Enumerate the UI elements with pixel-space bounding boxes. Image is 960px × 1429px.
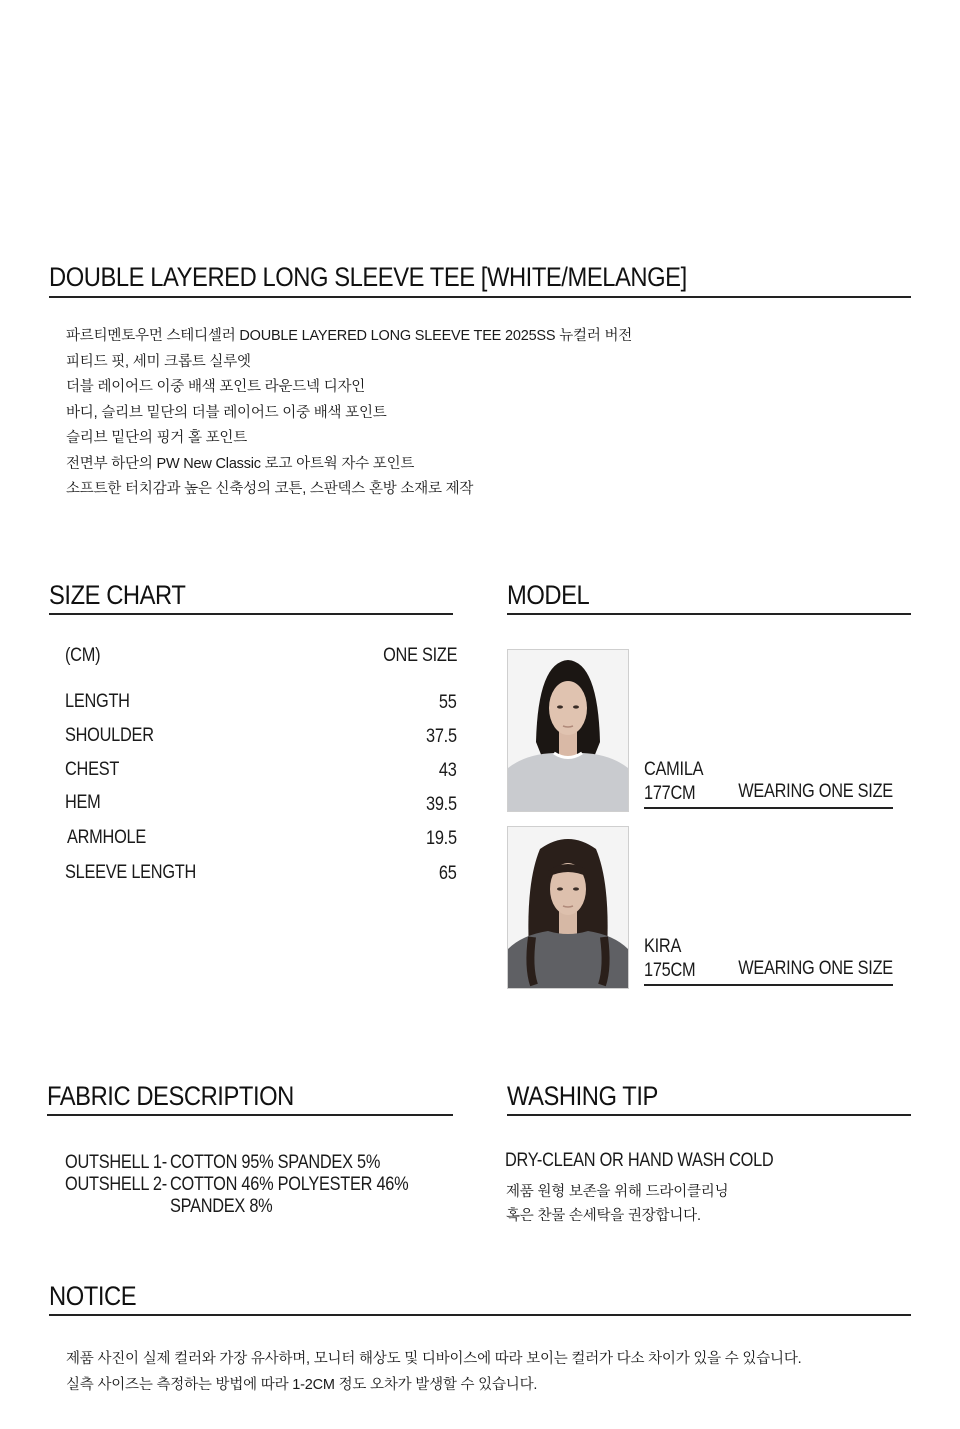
description-line: 파르티멘토우먼 스테디셀러 DOUBLE LAYERED LONG SLEEVE TEE 2025SS 뉴컬러 버전 — [66, 328, 633, 344]
model-photo-camila — [507, 649, 629, 812]
washing-heading: WASHING TIP — [507, 1081, 658, 1111]
notice-line: 제품 사진이 실제 컬러와 가장 유사하며, 모니터 해상도 및 디바이스에 따라 보이는 컬러가 다소 차이가 있을 수 있습니다. — [66, 1351, 802, 1367]
model-divider-line — [644, 984, 893, 986]
model-name: KIRA — [644, 936, 682, 957]
top-shape — [508, 931, 628, 988]
model-divider — [507, 613, 911, 615]
measure-value: 55 — [439, 692, 457, 713]
fabric-outshell-label: OUTSHELL 2- — [65, 1174, 167, 1195]
notice-heading: NOTICE — [49, 1281, 137, 1311]
table-row — [65, 862, 457, 896]
fabric-divider — [47, 1114, 453, 1116]
measure-value: 37.5 — [426, 726, 457, 747]
model-divider-line — [644, 807, 893, 809]
fabric-heading: FABRIC DESCRIPTION — [47, 1081, 294, 1111]
table-row — [65, 793, 457, 827]
fabric-line — [65, 1196, 485, 1218]
measure-value: 43 — [439, 760, 457, 781]
washing-instruction: DRY-CLEAN OR HAND WASH COLD — [505, 1150, 774, 1171]
unit-label: (CM) — [65, 645, 101, 666]
model-portrait-image — [508, 650, 628, 811]
model-wearing: WEARING ONE SIZE — [738, 781, 893, 802]
measure-value: 65 — [439, 863, 457, 884]
notice-divider — [49, 1314, 911, 1316]
model-height: 175CM — [644, 960, 696, 981]
description-line: 더블 레이어드 이중 배색 포인트 라운드넥 디자인 — [66, 379, 366, 395]
measure-label: SHOULDER — [65, 725, 154, 746]
size-chart-heading: SIZE CHART — [49, 580, 186, 610]
fabric-line — [65, 1174, 485, 1196]
product-description — [66, 324, 632, 503]
measure-value: 19.5 — [426, 828, 457, 849]
measure-label: SLEEVE LENGTH — [65, 862, 197, 883]
description-line: 전면부 하단의 PW New Classic 로고 아트웍 자수 포인트 — [66, 455, 415, 472]
measure-label: HEM — [65, 792, 101, 813]
measure-label: ARMHOLE — [67, 827, 147, 848]
washing-divider — [507, 1114, 911, 1116]
washing-note: 제품 원형 보존을 위해 드라이클리닝 — [506, 1184, 729, 1200]
model-heading: MODEL — [507, 580, 590, 610]
table-row — [65, 827, 457, 862]
model-height: 177CM — [644, 783, 696, 804]
washing-note: 혹은 찬물 손세탁을 권장합니다. — [506, 1208, 701, 1224]
table-row — [65, 759, 457, 793]
top-shape — [508, 753, 628, 811]
model-portrait-image — [508, 827, 628, 988]
model-wearing: WEARING ONE SIZE — [738, 958, 893, 979]
size-chart-header-row — [65, 645, 457, 669]
model-name: CAMILA — [644, 759, 704, 780]
fabric-outshell-value: COTTON 46% POLYESTER 46% — [170, 1174, 409, 1195]
fabric-outshell-value: COTTON 95% SPANDEX 5% — [170, 1152, 381, 1173]
description-line: 바디, 슬리브 밑단의 더블 레이어드 이중 배색 포인트 — [66, 404, 387, 421]
table-row — [65, 691, 457, 725]
description-line: 소프트한 터치감과 높은 신축성의 코튼, 스판덱스 혼방 소재로 제작 — [66, 481, 474, 497]
notice-line: 실측 사이즈는 측정하는 방법에 따라 1-2CM 정도 오차가 발생할 수 있습니다. — [66, 1377, 538, 1393]
measure-label: CHEST — [65, 759, 120, 780]
description-line: 피티드 핏, 세미 크롭트 실루엣 — [66, 353, 251, 370]
size-chart-divider — [49, 613, 453, 615]
fabric-composition — [65, 1152, 485, 1218]
fabric-line — [65, 1152, 485, 1174]
table-row — [65, 725, 457, 759]
fabric-outshell-value: SPANDEX 8% — [170, 1196, 273, 1217]
model-photo-kira — [507, 826, 629, 989]
size-column-label: ONE SIZE — [382, 645, 457, 666]
size-chart-table — [65, 645, 457, 896]
measure-label: LENGTH — [65, 691, 130, 712]
measure-value: 39.5 — [426, 794, 457, 815]
description-line: 슬리브 밑단의 핑거 홀 포인트 — [66, 430, 247, 446]
title-divider — [49, 296, 911, 298]
product-title: DOUBLE LAYERED LONG SLEEVE TEE [WHITE/MELANGE] — [49, 262, 687, 292]
fabric-outshell-label: OUTSHELL 1- — [65, 1152, 167, 1173]
